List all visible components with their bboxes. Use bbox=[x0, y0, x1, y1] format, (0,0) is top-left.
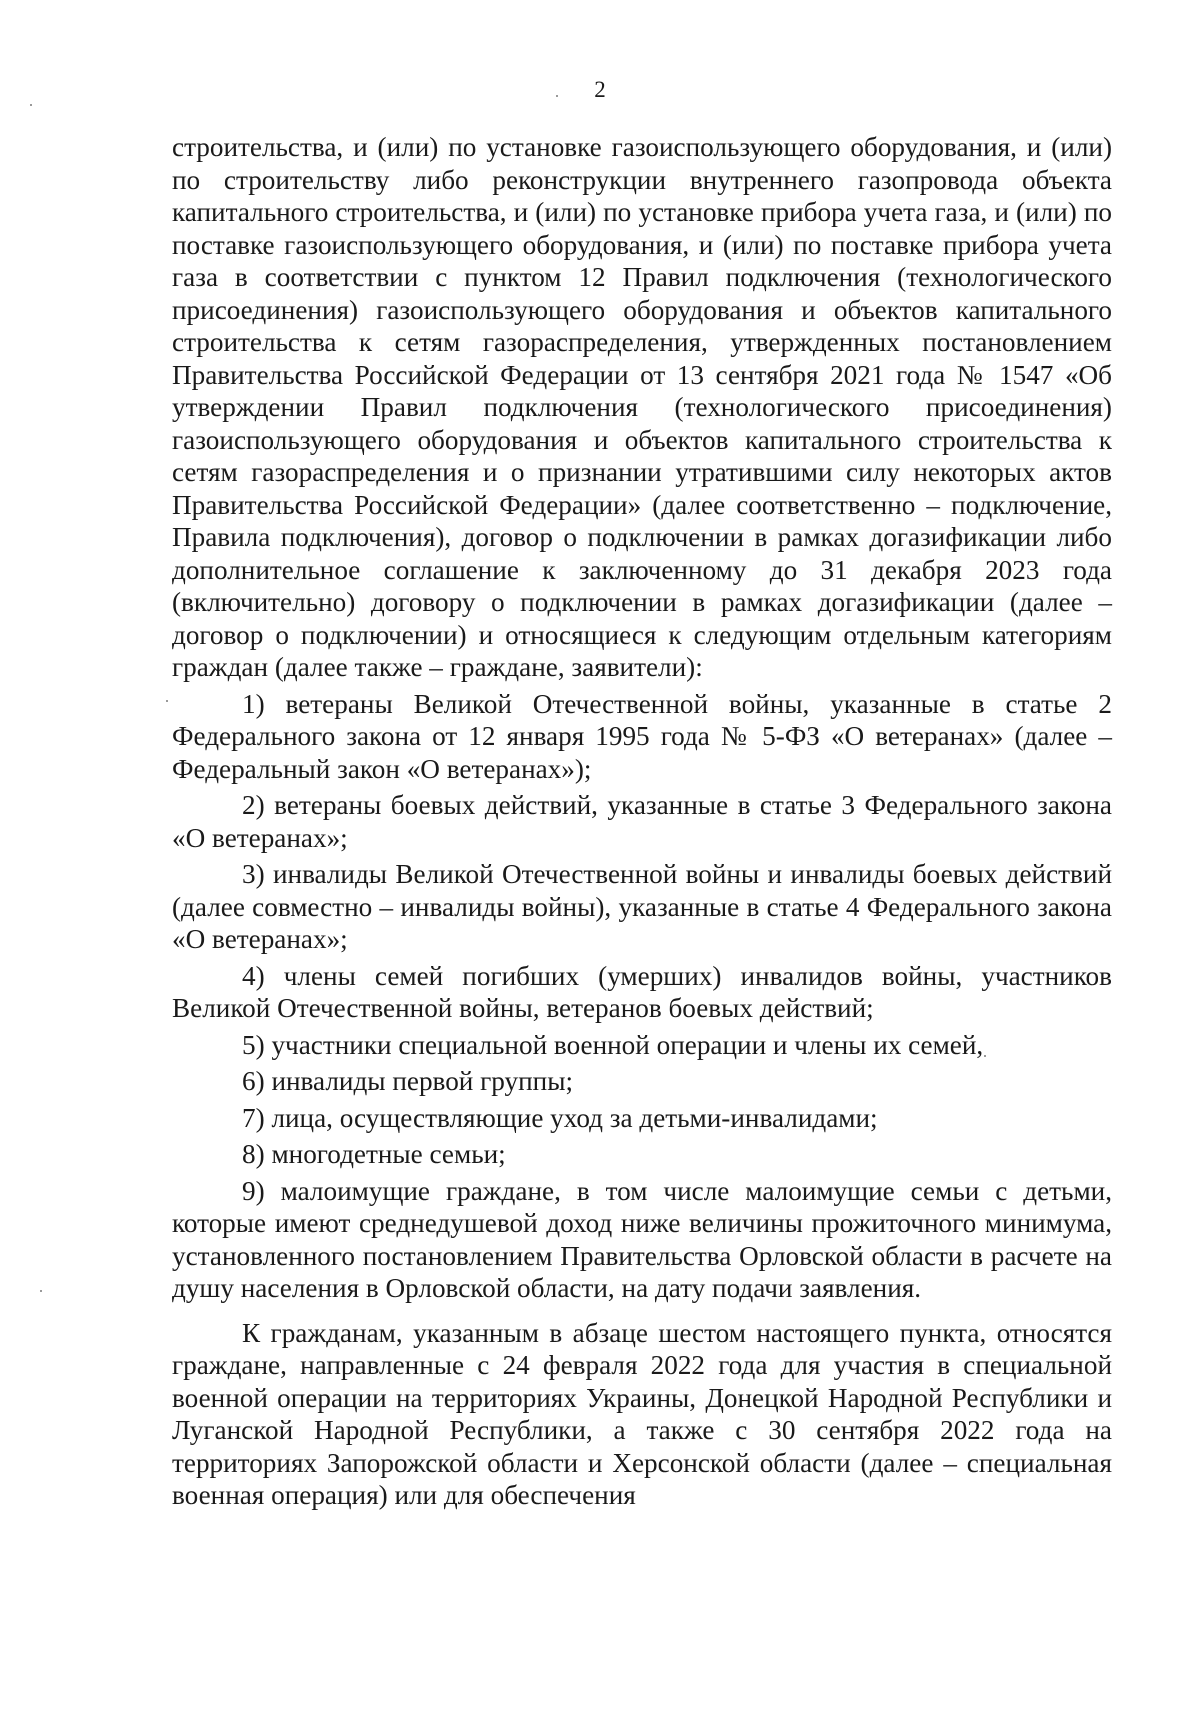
scan-speck bbox=[556, 95, 558, 97]
paragraph-svo-definition: К гражданам, указанным в абзаце шестом настоящего пункта, относятся граждане, направленные с 24 февраля 2022 года для участия в специальной военной операции на территориях Украины, Донецкой Народной Республики и Луганской Народной Республики, а также с 30 сентября 2022 года на территориях Запорожской области и Херсонской области (далее – специальная военная операция) или для обеспечения bbox=[172, 1317, 1112, 1510]
page-number: 2 bbox=[594, 77, 606, 102]
list-item-3: 3) инвалиды Великой Отечественной войны и инвалиды боевых действий (далее совместно – инвалиды войны), указанные в статье 4 Федерального закона «О ветеранах»; bbox=[172, 859, 1112, 954]
list-item-9: 9) малоимущие граждане, в том числе малоимущие семьи с детьми, которые имеют среднедушевой доход ниже величины прожиточного минимума, установленного постановлением Правительства Орловской области в расчете на душу населения в Орловской области, на дату подачи заявления. bbox=[172, 1175, 1112, 1303]
scan-speck bbox=[40, 1290, 42, 1292]
list-item-1: 1) ветераны Великой Отечественной войны, указанные в статье 2 Федерального закона от 12 января 1995 года № 5-ФЗ «О ветеранах» (далее – Федеральный закон «О ветеранах»); bbox=[172, 688, 1112, 784]
list-item-2: 2) ветераны боевых действий, указанные в статье 3 Федерального закона «О ветеранах»; bbox=[172, 790, 1112, 853]
paragraph-continuation: строительства, и (или) по установке газоиспользующего оборудования, и (или) по строительству либо реконструкции внутреннего газопровода объекта капитального строительства, и (или) по установке прибора учета газа, и (или) по поставке газоиспользующего оборудования, и (или) по поставке прибора учета газа в соответствии с пунктом 12 Правил подключения (технологического присоединения) газоиспользующего оборудования и объектов капитального строительства к сетям газораспределения, утвержденных постановлением Правительства Российской Федерации от 13 сентября 2021 года № 1547 «Об утверждении Правил подключения (технологического присоединения) газоиспользующего оборудования и объектов капитального строительства к сетям газораспределения и о признании утратившими силу некоторых актов Правительства Российской Федерации» (далее соответственно – подключение, Правила подключения), договор о подключении в рамках догазификации либо дополнительное соглашение к заключенному до 31 декабря 2023 года (включительно) договору о подключении в рамках догазификации (далее – договор о подключении) и относящиеся к следующим отдельным категориям граждан (далее также – граждане, заявители): bbox=[172, 132, 1112, 682]
list-item-4: 4) члены семей погибших (умерших) инвалидов войны, участников Великой Отечественной войны, ветеранов боевых действий; bbox=[172, 960, 1112, 1023]
scan-speck bbox=[984, 1055, 986, 1057]
document-body bbox=[172, 131, 1112, 1512]
list-item-5: 5) участники специальной военной операции и члены их семей, bbox=[242, 1029, 984, 1060]
scan-speck bbox=[30, 104, 32, 106]
list-item-6: 6) инвалиды первой группы; bbox=[242, 1066, 574, 1096]
scan-speck bbox=[166, 700, 168, 702]
list-item-7: 7) лица, осуществляющие уход за детьми-инвалидами; bbox=[242, 1102, 878, 1133]
list-item-8: 8) многодетные семьи; bbox=[242, 1139, 506, 1169]
